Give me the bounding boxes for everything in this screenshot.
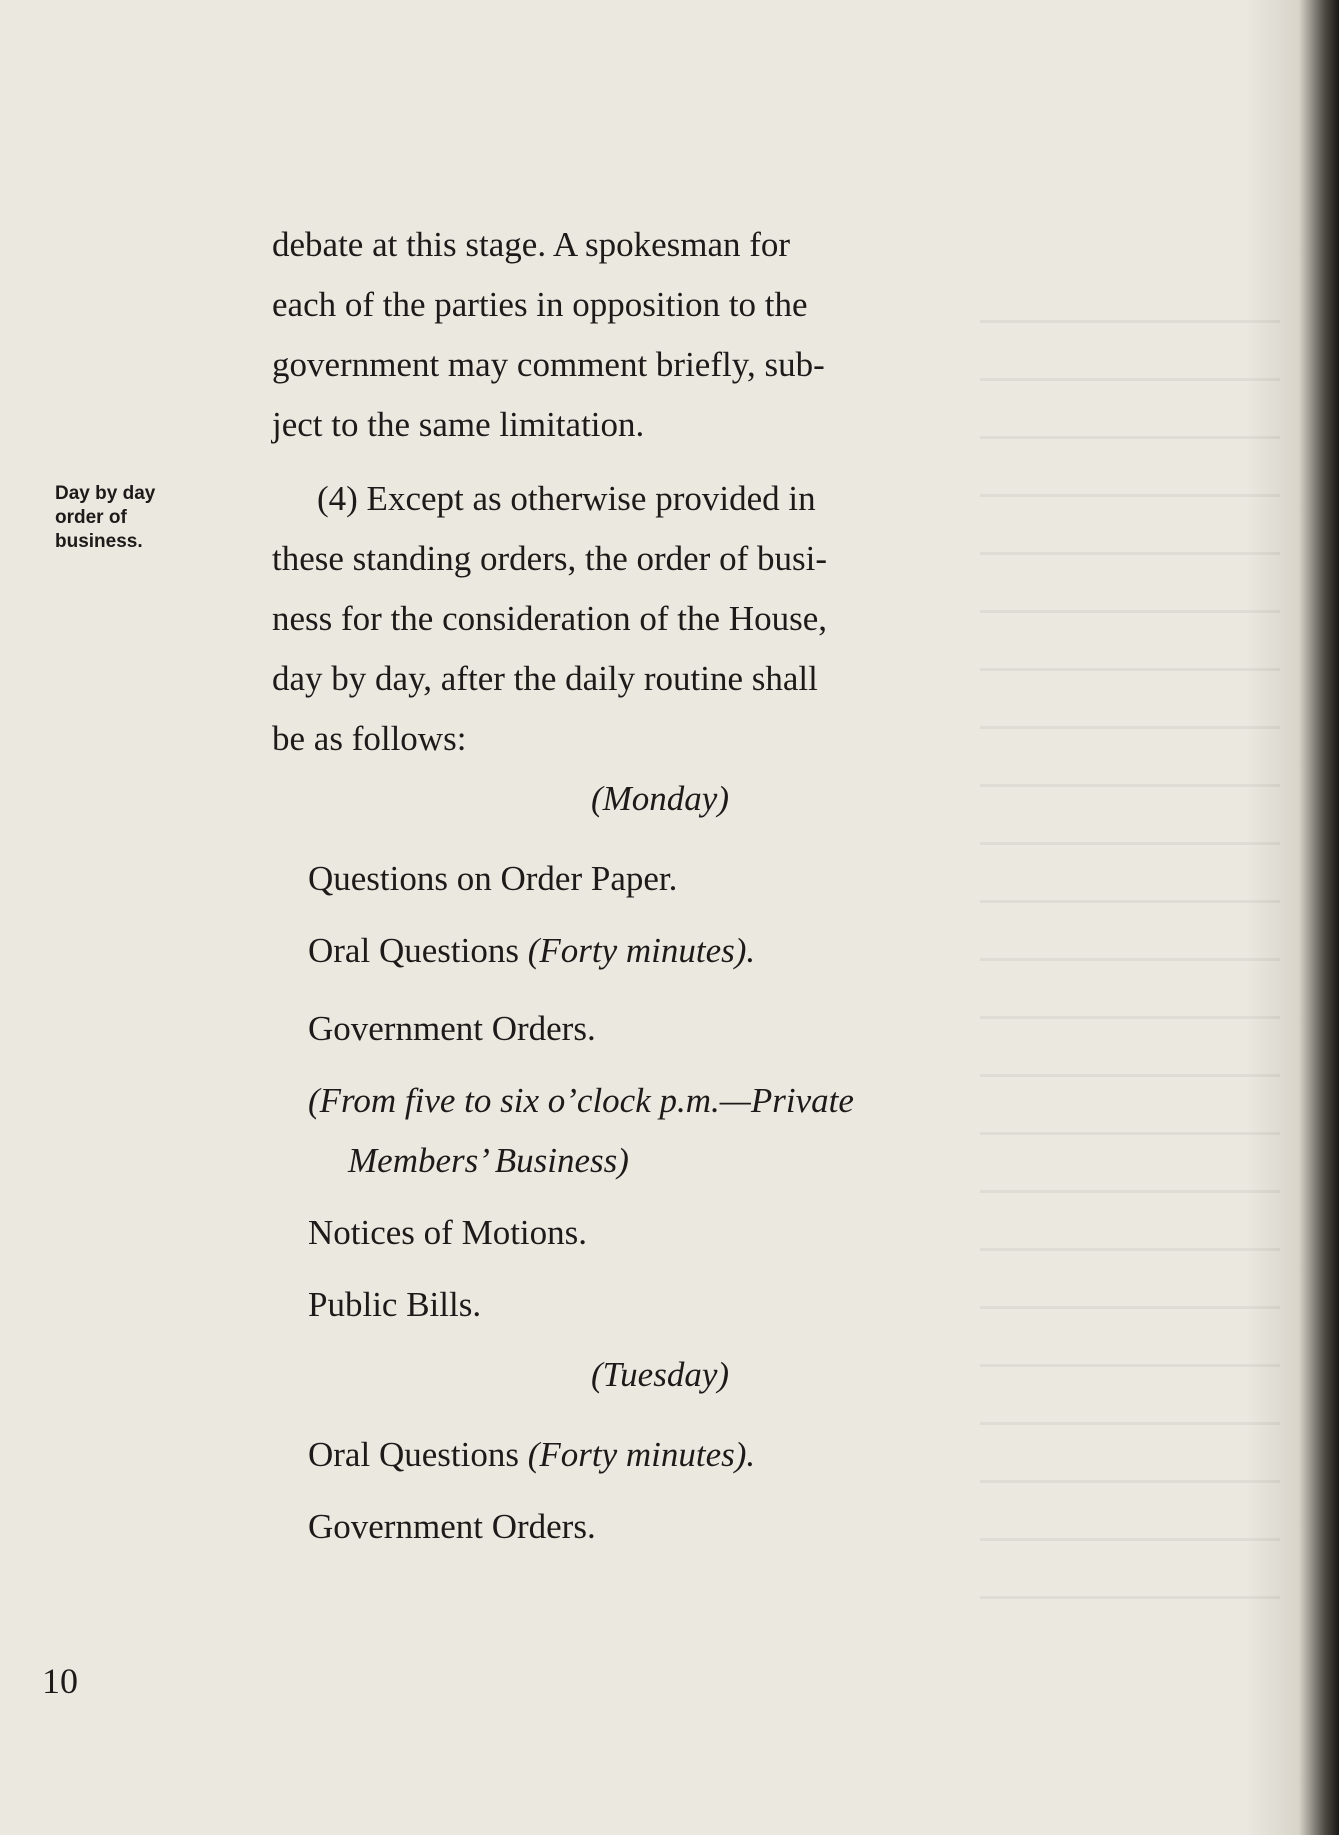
margin-note-line: business.: [55, 531, 143, 552]
margin-note: [55, 482, 215, 554]
tuesday-item: Oral Questions (Forty minutes).: [308, 1435, 756, 1474]
private-members-note: (From five to six o’clock p.m.—Private Members’ Business): [308, 1081, 854, 1180]
page-number: 10: [42, 1661, 78, 1701]
section4-line: day by day, after the daily routine shall: [272, 659, 818, 698]
monday-item: Questions on Order Paper.: [308, 859, 678, 898]
monday-item-after: Public Bills.: [308, 1285, 482, 1324]
monday-item-after: Notices of Motions.: [308, 1213, 588, 1252]
tuesday-heading: (Tuesday): [590, 1355, 730, 1394]
monday-heading: (Monday): [590, 779, 729, 818]
continuation-line: ject to the same limitation.: [272, 405, 645, 444]
tuesday-item: Government Orders.: [308, 1507, 596, 1546]
monday-item: Government Orders.: [308, 1009, 596, 1048]
margin-note-line: order of: [55, 507, 127, 528]
continuation-line: government may comment briefly, sub-: [272, 345, 825, 384]
continuation-line: each of the parties in opposition to the: [272, 285, 808, 324]
section4-line: (4) Except as otherwise provided in: [317, 479, 816, 518]
margin-note-line: Day by day: [55, 483, 156, 504]
body-text: [272, 215, 1048, 1557]
continuation-line: debate at this stage. A spokesman for: [272, 225, 791, 264]
section4-line: ness for the consideration of the House,: [272, 599, 827, 638]
section4-line: these standing orders, the order of busi-: [272, 539, 827, 578]
monday-item: Oral Questions (Forty minutes).: [308, 931, 756, 970]
section4-line: be as follows:: [272, 719, 467, 758]
